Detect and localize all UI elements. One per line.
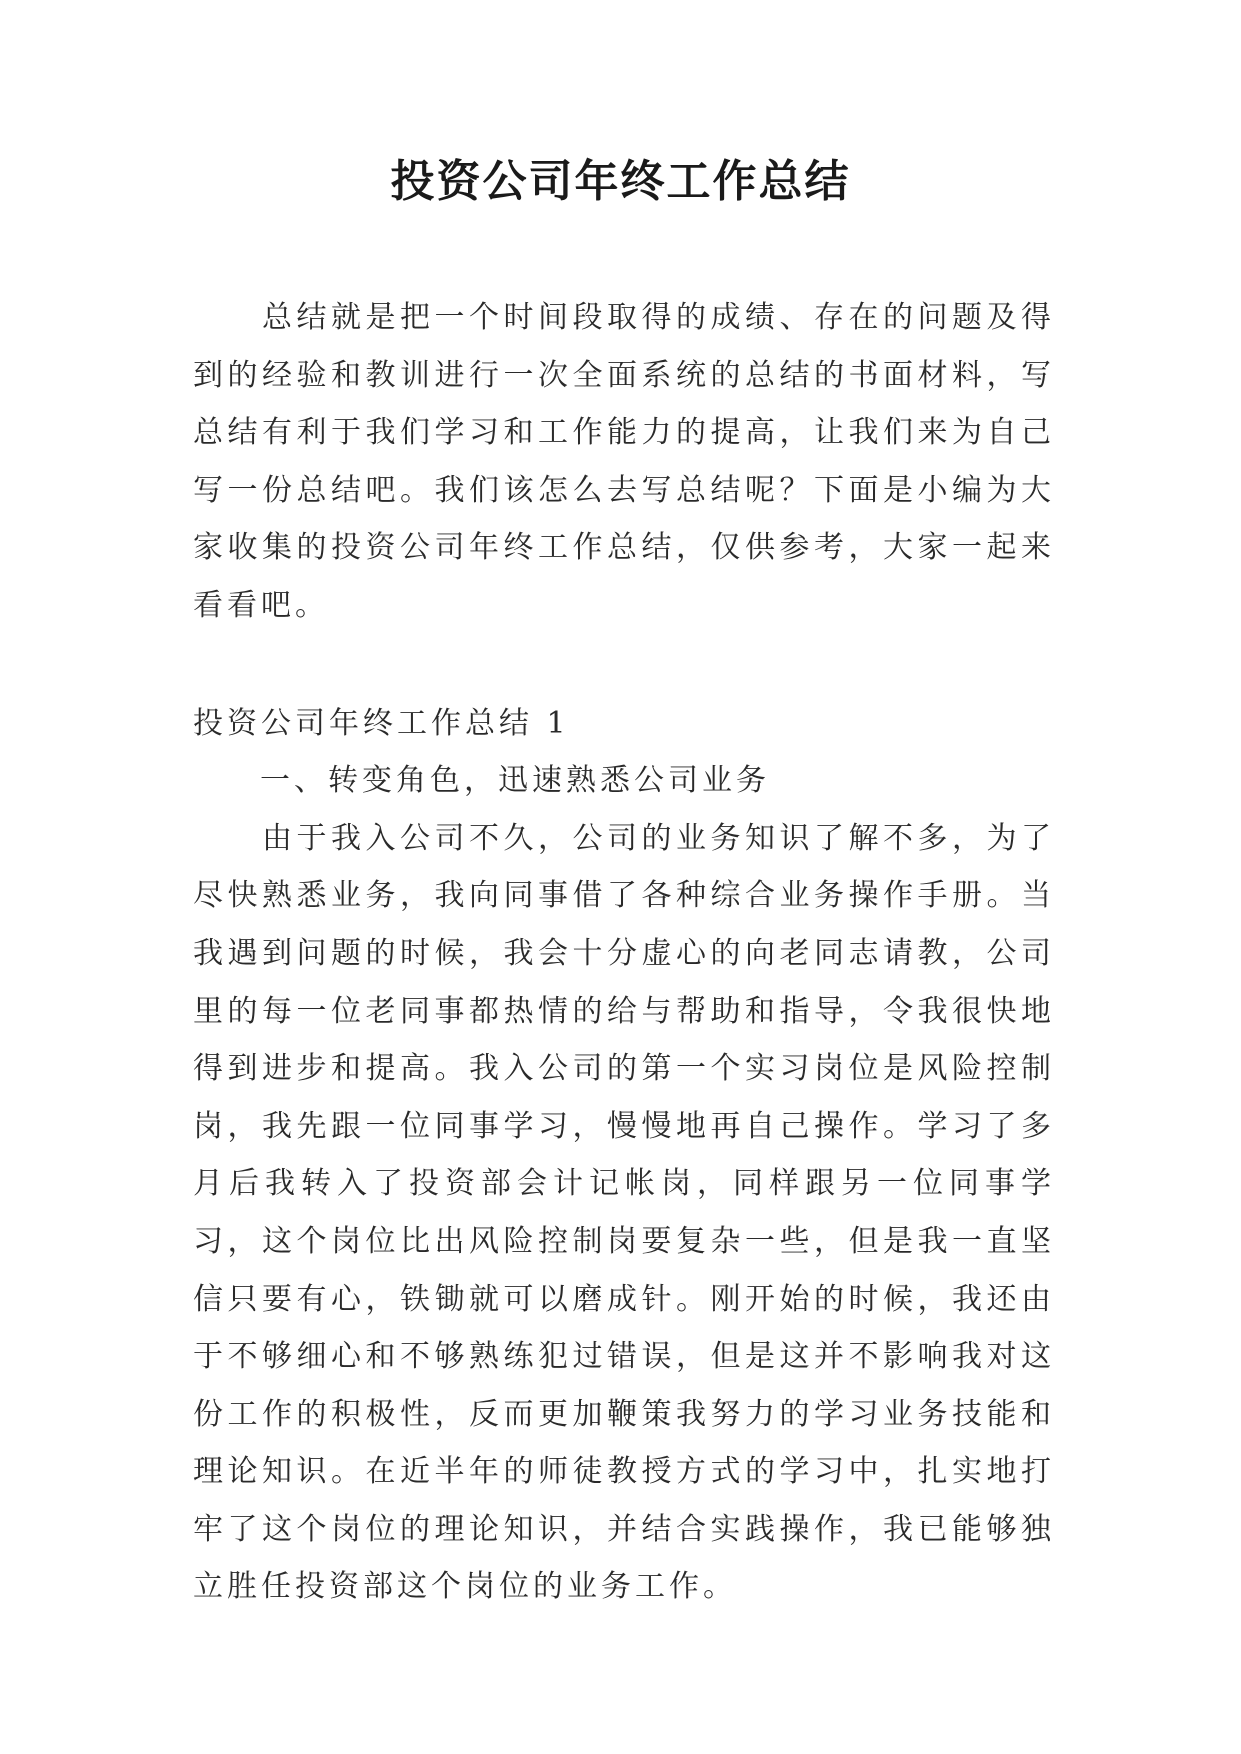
document-title: 投资公司年终工作总结	[390, 156, 851, 207]
section-title: 投资公司年终工作总结 1	[193, 705, 570, 741]
body-paragraph: 由于我入公司不久，公司的业务知识了解不多，为了尽快熟悉业务，我向同事借了各种综合业务操作手册。当我遇到问题的时候，我会十分虚心的向老同志请教，公司里的每一位老同事都热情的给与帮助和指导，令我很快地得到进步和提高。我入公司的第一个实习岗位是风险控制岗，我先跟一位同事学习，慢慢地再自己操作。学习了多月后我转入了投资部会计记帐岗，同样跟另一位同事学习，这个岗位比出风险控制岗要复杂一些，但是我一直坚信只要有心，铁锄就可以磨成针。刚开始的时候，我还由于不够细心和不够熟练犯过错误，但是这并不影响我对这份工作的积极性，反而更加鞭策我努力的学习业务技能和理论知识。在近半年的师徒教授方式的学习中，扎实地打牢了这个岗位的理论知识，并结合实践操作，我已能够独立胜任投资部这个岗位的业务工作。	[193, 820, 1055, 1605]
subsection-title: 一、转变角色，迅速熟悉公司业务	[260, 763, 770, 799]
intro-paragraph: 总结就是把一个时间段取得的成绩、存在的问题及得到的经验和教训进行一次全面系统的总结的书面材料，写总结有利于我们学习和工作能力的提高，让我们来为自己写一份总结吧。我们该怎么去写总结呢？下面是小编为大家收集的投资公司年终工作总结，仅供参考，大家一起来看看吧。	[193, 300, 1055, 623]
document-body	[193, 289, 1055, 1616]
section-spacer	[193, 635, 1055, 695]
